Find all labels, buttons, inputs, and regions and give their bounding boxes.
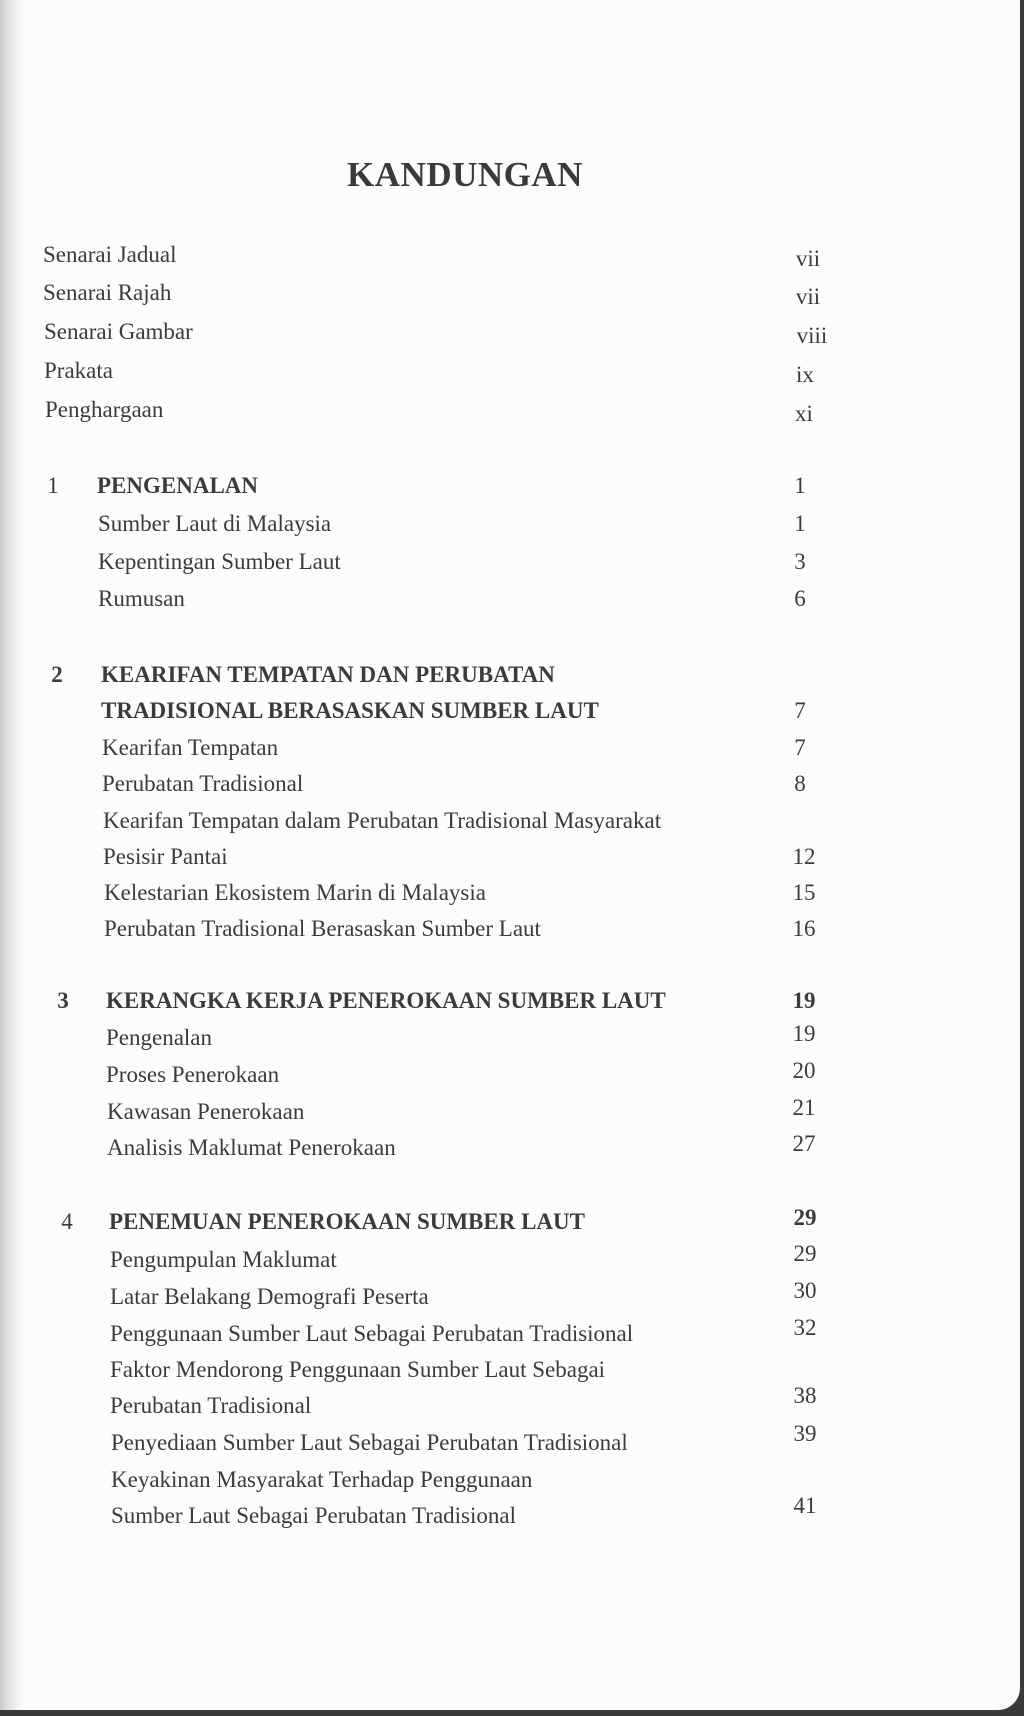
toc-chapter-heading[interactable] xyxy=(0,469,1020,503)
toc-entry-page: 19 xyxy=(792,1021,816,1046)
toc-entry-page: 20 xyxy=(792,1058,816,1083)
toc-entry-front[interactable] xyxy=(0,393,1020,427)
toc-entry-page: 29 xyxy=(793,1205,817,1230)
toc-entry-label: Pengenalan xyxy=(106,1025,213,1050)
toc-entry[interactable] xyxy=(0,1021,1020,1055)
toc-entry-continued[interactable] xyxy=(0,1493,1020,1533)
chapter-number: 1 xyxy=(47,473,59,498)
toc-entry[interactable] xyxy=(0,804,1020,838)
toc-entry-label: Senarai Rajah xyxy=(43,280,172,305)
toc-entry[interactable] xyxy=(0,1463,1020,1497)
toc-entry-page: 1 xyxy=(794,511,806,536)
toc-entry[interactable] xyxy=(0,1421,1020,1460)
chapter-title: KEARIFAN TEMPATAN DAN PERUBATAN xyxy=(101,662,555,687)
chapter-title: PENEMUAN PENEROKAAN SUMBER LAUT xyxy=(109,1209,585,1234)
toc-entry-page: 30 xyxy=(793,1278,817,1303)
toc-entry[interactable] xyxy=(0,507,1020,541)
toc-entry-continued[interactable] xyxy=(0,840,1020,874)
toc-entry[interactable] xyxy=(0,1317,1020,1351)
toc-entry[interactable] xyxy=(0,1353,1020,1387)
toc-entry-label: Perubatan Tradisional xyxy=(110,1393,312,1418)
toc-entry-page: 7 xyxy=(794,698,806,723)
toc-entry-label: Pengumpulan Maklumat xyxy=(110,1247,337,1272)
chapter-title: PENGENALAN xyxy=(97,473,259,498)
toc-entry-label: Sumber Laut Sebagai Perubatan Tradisional xyxy=(111,1503,516,1528)
toc-entry-label: Kearifan Tempatan dalam Perubatan Tradisional Masyarakat xyxy=(103,808,662,833)
toc-entry-label: Keyakinan Masyarakat Terhadap Penggunaan xyxy=(111,1467,533,1492)
toc-entry-page: 27 xyxy=(792,1131,816,1156)
toc-entry-page: 39 xyxy=(793,1421,817,1446)
toc-entry-page: vii xyxy=(795,284,821,309)
toc-entry-page: 19 xyxy=(792,988,816,1013)
toc-entry-page: ix xyxy=(796,362,814,387)
toc-entry-label: Pesisir Pantai xyxy=(103,844,228,869)
toc-chapter-heading-continued[interactable] xyxy=(0,694,1020,728)
toc-entry[interactable] xyxy=(0,582,1020,616)
toc-entry[interactable] xyxy=(0,1280,1020,1314)
toc-entry-page: 21 xyxy=(792,1095,816,1120)
toc-entry-label: Senarai Jadual xyxy=(43,242,177,267)
toc-entry[interactable] xyxy=(0,1131,1020,1165)
toc-entry-label: Perubatan Tradisional xyxy=(102,771,304,796)
toc-entry[interactable] xyxy=(0,767,1020,801)
toc-entry[interactable] xyxy=(0,1058,1020,1092)
toc-chapter-heading[interactable] xyxy=(0,1205,1020,1239)
toc-chapter-heading[interactable] xyxy=(0,658,1020,692)
toc-entry-label: Kearifan Tempatan xyxy=(102,735,279,760)
toc-entry-front[interactable] xyxy=(0,276,1020,310)
toc-entry-page: 1 xyxy=(794,473,806,498)
chapter-number: 4 xyxy=(61,1209,73,1234)
toc-entry[interactable] xyxy=(0,731,1020,765)
chapter-number: 2 xyxy=(51,662,63,687)
toc-entry-label: Sumber Laut di Malaysia xyxy=(98,511,332,536)
toc-entry[interactable] xyxy=(0,912,1020,946)
toc-entry-page: 16 xyxy=(792,916,816,941)
toc-entry-page: 38 xyxy=(793,1383,817,1408)
toc-entry[interactable] xyxy=(0,545,1020,579)
toc-entry-label: Latar Belakang Demografi Peserta xyxy=(110,1284,429,1309)
toc-entry[interactable] xyxy=(0,1095,1020,1129)
toc-entry[interactable] xyxy=(0,876,1020,910)
toc-entry-page: viii xyxy=(796,323,828,348)
toc-entry-label: Kelestarian Ekosistem Marin di Malaysia xyxy=(104,880,486,905)
toc-entry-page: 7 xyxy=(794,735,806,760)
chapter-title: KERANGKA KERJA PENEROKAAN SUMBER LAUT xyxy=(106,988,666,1013)
toc-entry-label: Prakata xyxy=(44,358,113,383)
toc-entry-label: Faktor Mendorong Penggunaan Sumber Laut Sebagai xyxy=(110,1357,606,1382)
toc-chapter-heading[interactable] xyxy=(0,984,1020,1018)
toc-entry-front[interactable] xyxy=(0,238,1020,272)
toc-entry-label: Senarai Gambar xyxy=(44,319,193,344)
toc-entry-label: Kawasan Penerokaan xyxy=(107,1099,305,1124)
toc-entry-front[interactable] xyxy=(0,315,1020,349)
chapter-number: 3 xyxy=(57,988,69,1013)
toc-entry-page: 32 xyxy=(793,1315,817,1340)
chapter-title: TRADISIONAL BERASASKAN SUMBER LAUT xyxy=(101,698,599,723)
toc-entry-page: 6 xyxy=(794,586,806,611)
toc-entry-label: Penggunaan Sumber Laut Sebagai Perubatan Tradisional xyxy=(110,1321,634,1346)
toc-entry-label: Perubatan Tradisional Berasaskan Sumber Laut xyxy=(104,916,541,941)
page-title: KANDUNGAN xyxy=(347,155,583,194)
toc-entry-label: Proses Penerokaan xyxy=(106,1062,280,1087)
toc-entry-page: 15 xyxy=(792,880,816,905)
toc-entry-page: 12 xyxy=(792,844,816,869)
toc-entry-page: 8 xyxy=(794,771,806,796)
toc-entry-page: 3 xyxy=(794,549,806,574)
toc-entry-front[interactable] xyxy=(0,354,1020,388)
toc-entry-label: Penghargaan xyxy=(45,397,164,422)
toc-entry-continued[interactable] xyxy=(0,1383,1020,1423)
toc-entry-page: xi xyxy=(795,401,813,426)
toc-entry-page: 41 xyxy=(793,1493,817,1518)
toc-entry-label: Rumusan xyxy=(98,586,185,611)
toc-entry-label: Kepentingan Sumber Laut xyxy=(98,549,341,574)
toc-entry-label: Penyediaan Sumber Laut Sebagai Perubatan Tradisional xyxy=(111,1430,628,1455)
toc-entry-label: Analisis Maklumat Penerokaan xyxy=(107,1135,396,1160)
toc-entry[interactable] xyxy=(0,1243,1020,1277)
toc-entry-page: 29 xyxy=(793,1241,817,1266)
toc-entry-page: vii xyxy=(795,246,821,271)
